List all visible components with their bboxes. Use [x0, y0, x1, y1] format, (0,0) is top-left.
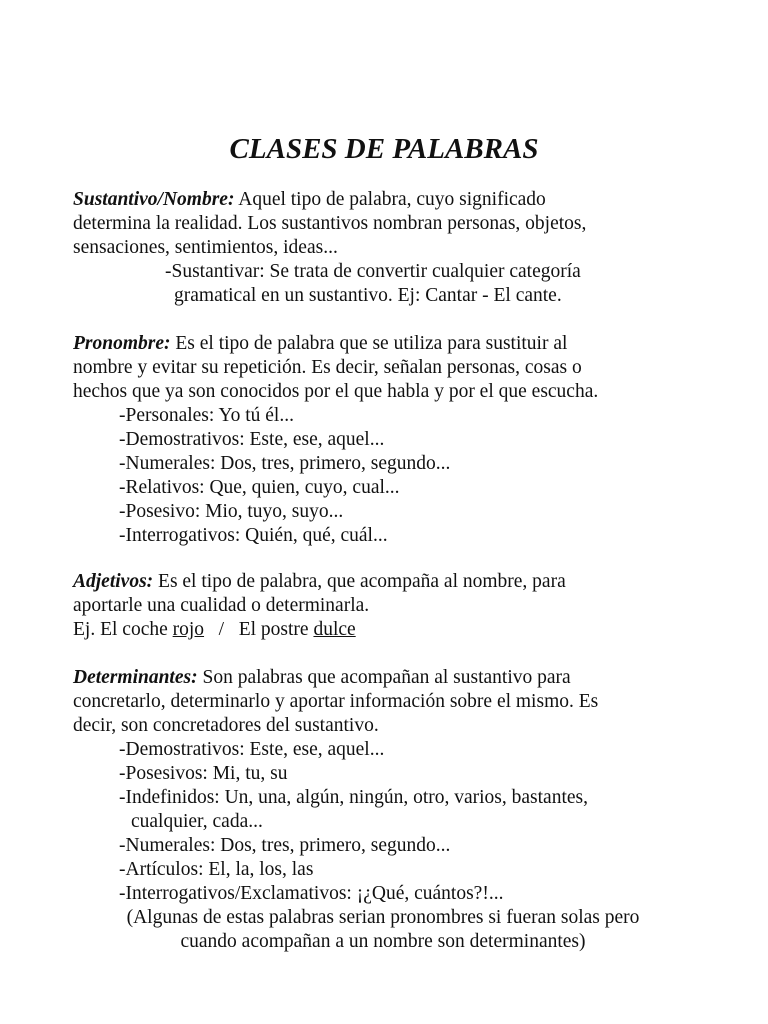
section-adjetivos: [73, 570, 713, 642]
list-item: -Numerales: Dos, tres, primero, segundo...: [119, 835, 451, 856]
list-item: -Relativos: Que, quien, cuyo, cual...: [119, 477, 400, 498]
list-item: -Demostrativos: Este, ese, aquel...: [119, 739, 385, 760]
paragraph-line: [73, 666, 713, 690]
page-title: CLASES DE PALABRAS: [229, 133, 539, 165]
list-item: -Demostrativos: Este, ese, aquel...: [119, 429, 385, 450]
section-term: Sustantivo/Nombre:: [73, 189, 235, 210]
list-item: -Numerales: Dos, tres, primero, segundo...: [119, 453, 451, 474]
paragraph-text: Es el tipo de palabra, que acompaña al nombre, para: [153, 571, 566, 592]
note-line: (Algunas de estas palabras serian pronombres si fueran solas pero: [126, 907, 640, 928]
paragraph-line: [73, 570, 713, 594]
list-item-continuation: cualquier, cada...: [131, 811, 263, 832]
example-text: Ej. El coche: [73, 619, 173, 640]
list-item: -Posesivo: Mio, tuyo, suyo...: [119, 501, 344, 522]
paragraph-line: determina la realidad. Los sustantivos nombran personas, objetos,: [73, 213, 587, 234]
paragraph-text: Aquel tipo de palabra, cuyo significado: [234, 189, 546, 210]
section-sustantivo: [73, 188, 713, 308]
paragraph-text: Es el tipo de palabra que se utiliza para sustituir al: [170, 333, 568, 354]
paragraph-line: concretarlo, determinarlo y aportar información sobre el mismo. Es: [73, 691, 599, 712]
example-word: rojo: [172, 619, 205, 640]
list-item: -Posesivos: Mi, tu, su: [119, 763, 288, 784]
note-line: -Sustantivar: Se trata de convertir cualquier categoría: [165, 261, 581, 282]
paragraph-text: Son palabras que acompañan al sustantivo para: [197, 667, 571, 688]
paragraph-line: nombre y evitar su repetición. Es decir, señalan personas, cosas o: [73, 357, 582, 378]
list-item: -Interrogativos/Exclamativos: ¡¿Qué, cuántos?!...: [119, 883, 504, 904]
paragraph-line: aportarle una cualidad o determinarla.: [73, 595, 370, 616]
section-term: Adjetivos:: [73, 571, 154, 592]
paragraph-line: [73, 332, 713, 356]
paragraph-line: [73, 188, 713, 212]
list-item: -Artículos: El, la, los, las: [119, 859, 314, 880]
example-text: / El postre: [204, 619, 314, 640]
list-item: -Indefinidos: Un, una, algún, ningún, otro, varios, bastantes,: [119, 787, 588, 808]
paragraph-line: sensaciones, sentimientos, ideas...: [73, 237, 338, 258]
note-line: cuando acompañan a un nombre son determinantes): [180, 931, 586, 952]
note-line: gramatical en un sustantivo. Ej: Cantar - El cante.: [174, 285, 562, 306]
list-item: -Personales: Yo tú él...: [119, 405, 294, 426]
example-line: [73, 618, 713, 642]
example-word: dulce: [313, 619, 356, 640]
paragraph-line: decir, son concretadores del sustantivo.: [73, 715, 379, 736]
section-pronombre: [73, 332, 713, 548]
section-determinantes: [73, 666, 713, 954]
list-item: -Interrogativos: Quién, qué, cuál...: [119, 525, 388, 546]
paragraph-line: hechos que ya son conocidos por el que habla y por el que escucha.: [73, 381, 599, 402]
section-term: Pronombre:: [73, 333, 171, 354]
section-term: Determinantes:: [73, 667, 198, 688]
